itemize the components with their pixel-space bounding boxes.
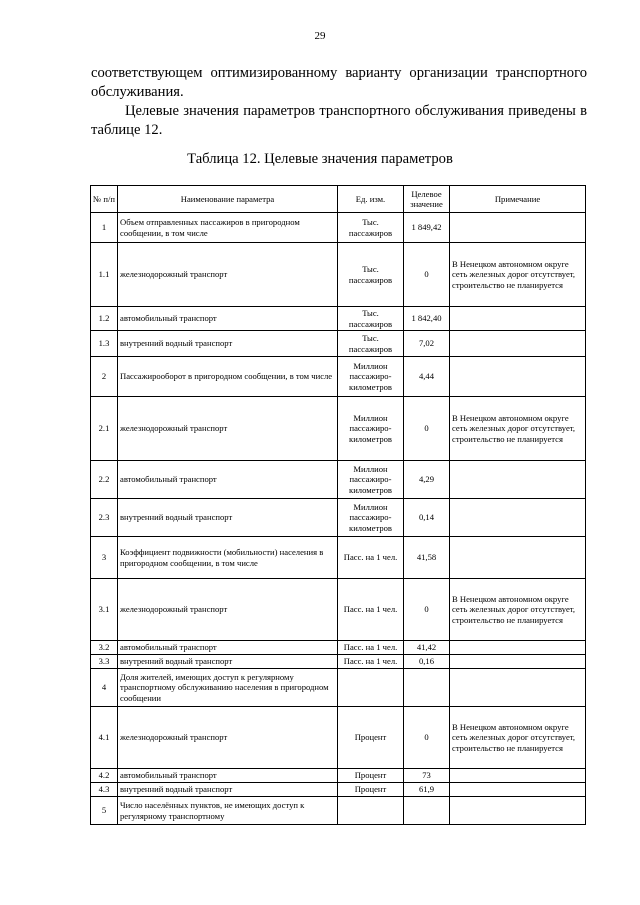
cell-value: 0,16 — [404, 655, 450, 669]
cell-note — [450, 797, 586, 825]
cell-num: 2.3 — [91, 499, 118, 537]
cell-note — [450, 307, 586, 331]
cell-name: Число населённых пунктов, не имеющих доступ к регулярному транспортному — [118, 797, 338, 825]
cell-unit: Пасс. на 1 чел. — [338, 579, 404, 641]
cell-num: 4.2 — [91, 769, 118, 783]
cell-name: автомобильный транспорт — [118, 461, 338, 499]
cell-name: железнодорожный транспорт — [118, 243, 338, 307]
cell-num: 3.3 — [91, 655, 118, 669]
cell-num: 1.1 — [91, 243, 118, 307]
table-row — [91, 307, 586, 331]
table-row — [91, 461, 586, 499]
cell-note — [450, 669, 586, 707]
intro-text — [91, 64, 587, 140]
cell-note: В Ненецком автономном округе сеть железных дорог отсутствует, строительство не планируется — [450, 579, 586, 641]
table-row — [91, 537, 586, 579]
cell-note — [450, 783, 586, 797]
cell-unit: Миллион пассажиро-километров — [338, 357, 404, 397]
cell-value: 41,58 — [404, 537, 450, 579]
cell-note: В Ненецком автономном округе сеть железных дорог отсутствует, строительство не планируется — [450, 243, 586, 307]
cell-num: 4.1 — [91, 707, 118, 769]
cell-num: 2.1 — [91, 397, 118, 461]
cell-value: 0 — [404, 579, 450, 641]
table-row — [91, 579, 586, 641]
cell-value — [404, 797, 450, 825]
cell-unit: Миллион пассажиро-километров — [338, 397, 404, 461]
table-row — [91, 783, 586, 797]
cell-name: Пассажирооборот в пригородном сообщении, в том числе — [118, 357, 338, 397]
cell-value: 1 842,40 — [404, 307, 450, 331]
cell-name: железнодорожный транспорт — [118, 397, 338, 461]
header-value: Целевое значение — [404, 186, 450, 213]
cell-unit: Пасс. на 1 чел. — [338, 641, 404, 655]
cell-name: автомобильный транспорт — [118, 769, 338, 783]
intro-paragraph-1: соответствующем оптимизированному варианту организации транспортного обслуживания. — [91, 65, 587, 100]
cell-name: автомобильный транспорт — [118, 307, 338, 331]
cell-note: В Ненецком автономном округе сеть железных дорог отсутствует, строительство не планируется — [450, 397, 586, 461]
cell-num: 2 — [91, 357, 118, 397]
table-row — [91, 641, 586, 655]
cell-unit — [338, 669, 404, 707]
cell-unit: Миллион пассажиро-километров — [338, 499, 404, 537]
cell-name: железнодорожный транспорт — [118, 579, 338, 641]
table-row — [91, 499, 586, 537]
cell-unit: Тыс. пассажиров — [338, 331, 404, 357]
parameters-table — [90, 185, 586, 825]
table-row — [91, 331, 586, 357]
cell-note — [450, 331, 586, 357]
cell-unit — [338, 797, 404, 825]
header-name: Наименование параметра — [118, 186, 338, 213]
page-number: 29 — [314, 30, 326, 42]
intro-paragraph-2: Целевые значения параметров транспортного обслуживания приведены в таблице 12. — [91, 103, 587, 138]
cell-value: 0 — [404, 397, 450, 461]
table-row — [91, 213, 586, 243]
cell-unit: Процент — [338, 783, 404, 797]
cell-name: внутренний водный транспорт — [118, 783, 338, 797]
cell-num: 5 — [91, 797, 118, 825]
header-unit: Ед. изм. — [338, 186, 404, 213]
cell-num: 4.3 — [91, 783, 118, 797]
cell-unit: Тыс. пассажиров — [338, 213, 404, 243]
table-row — [91, 397, 586, 461]
table-row — [91, 797, 586, 825]
cell-note — [450, 769, 586, 783]
table-row — [91, 357, 586, 397]
cell-num: 3.2 — [91, 641, 118, 655]
cell-value: 73 — [404, 769, 450, 783]
cell-name: внутренний водный транспорт — [118, 499, 338, 537]
cell-value: 0 — [404, 243, 450, 307]
cell-note — [450, 641, 586, 655]
table-header-row — [91, 186, 586, 213]
cell-num: 2.2 — [91, 461, 118, 499]
header-num: № п/п — [91, 186, 118, 213]
cell-num: 3 — [91, 537, 118, 579]
cell-note: В Ненецком автономном округе сеть железных дорог отсутствует, строительство не планируется — [450, 707, 586, 769]
cell-name: автомобильный транспорт — [118, 641, 338, 655]
table-row — [91, 769, 586, 783]
table-row — [91, 243, 586, 307]
cell-unit: Миллион пассажиро-километров — [338, 461, 404, 499]
cell-value: 1 849,42 — [404, 213, 450, 243]
cell-value: 0,14 — [404, 499, 450, 537]
cell-value: 41,42 — [404, 641, 450, 655]
table-row — [91, 707, 586, 769]
cell-name: внутренний водный транспорт — [118, 655, 338, 669]
table-row — [91, 655, 586, 669]
cell-value: 61,9 — [404, 783, 450, 797]
cell-name: внутренний водный транспорт — [118, 331, 338, 357]
cell-unit: Процент — [338, 769, 404, 783]
cell-unit: Пасс. на 1 чел. — [338, 655, 404, 669]
cell-note — [450, 461, 586, 499]
cell-name: железнодорожный транспорт — [118, 707, 338, 769]
cell-value: 0 — [404, 707, 450, 769]
cell-note — [450, 357, 586, 397]
cell-value — [404, 669, 450, 707]
cell-value: 4,44 — [404, 357, 450, 397]
cell-name: Объем отправленных пассажиров в пригородном сообщении, в том числе — [118, 213, 338, 243]
cell-num: 1 — [91, 213, 118, 243]
cell-note — [450, 213, 586, 243]
cell-num: 1.2 — [91, 307, 118, 331]
cell-num: 1.3 — [91, 331, 118, 357]
header-note: Примечание — [450, 186, 586, 213]
cell-name: Коэффициент подвижности (мобильности) населения в пригородном сообщении, в том числе — [118, 537, 338, 579]
cell-note — [450, 499, 586, 537]
cell-note — [450, 655, 586, 669]
cell-unit: Тыс. пассажиров — [338, 243, 404, 307]
cell-note — [450, 537, 586, 579]
cell-unit: Процент — [338, 707, 404, 769]
table-title: Таблица 12. Целевые значения параметров — [187, 151, 453, 167]
cell-num: 3.1 — [91, 579, 118, 641]
table-row — [91, 669, 586, 707]
cell-unit: Тыс. пассажиров — [338, 307, 404, 331]
cell-name: Доля жителей, имеющих доступ к регулярному транспортному обслуживанию населения в пригородном сообщении — [118, 669, 338, 707]
cell-value: 7,02 — [404, 331, 450, 357]
cell-num: 4 — [91, 669, 118, 707]
cell-value: 4,29 — [404, 461, 450, 499]
cell-unit: Пасс. на 1 чел. — [338, 537, 404, 579]
